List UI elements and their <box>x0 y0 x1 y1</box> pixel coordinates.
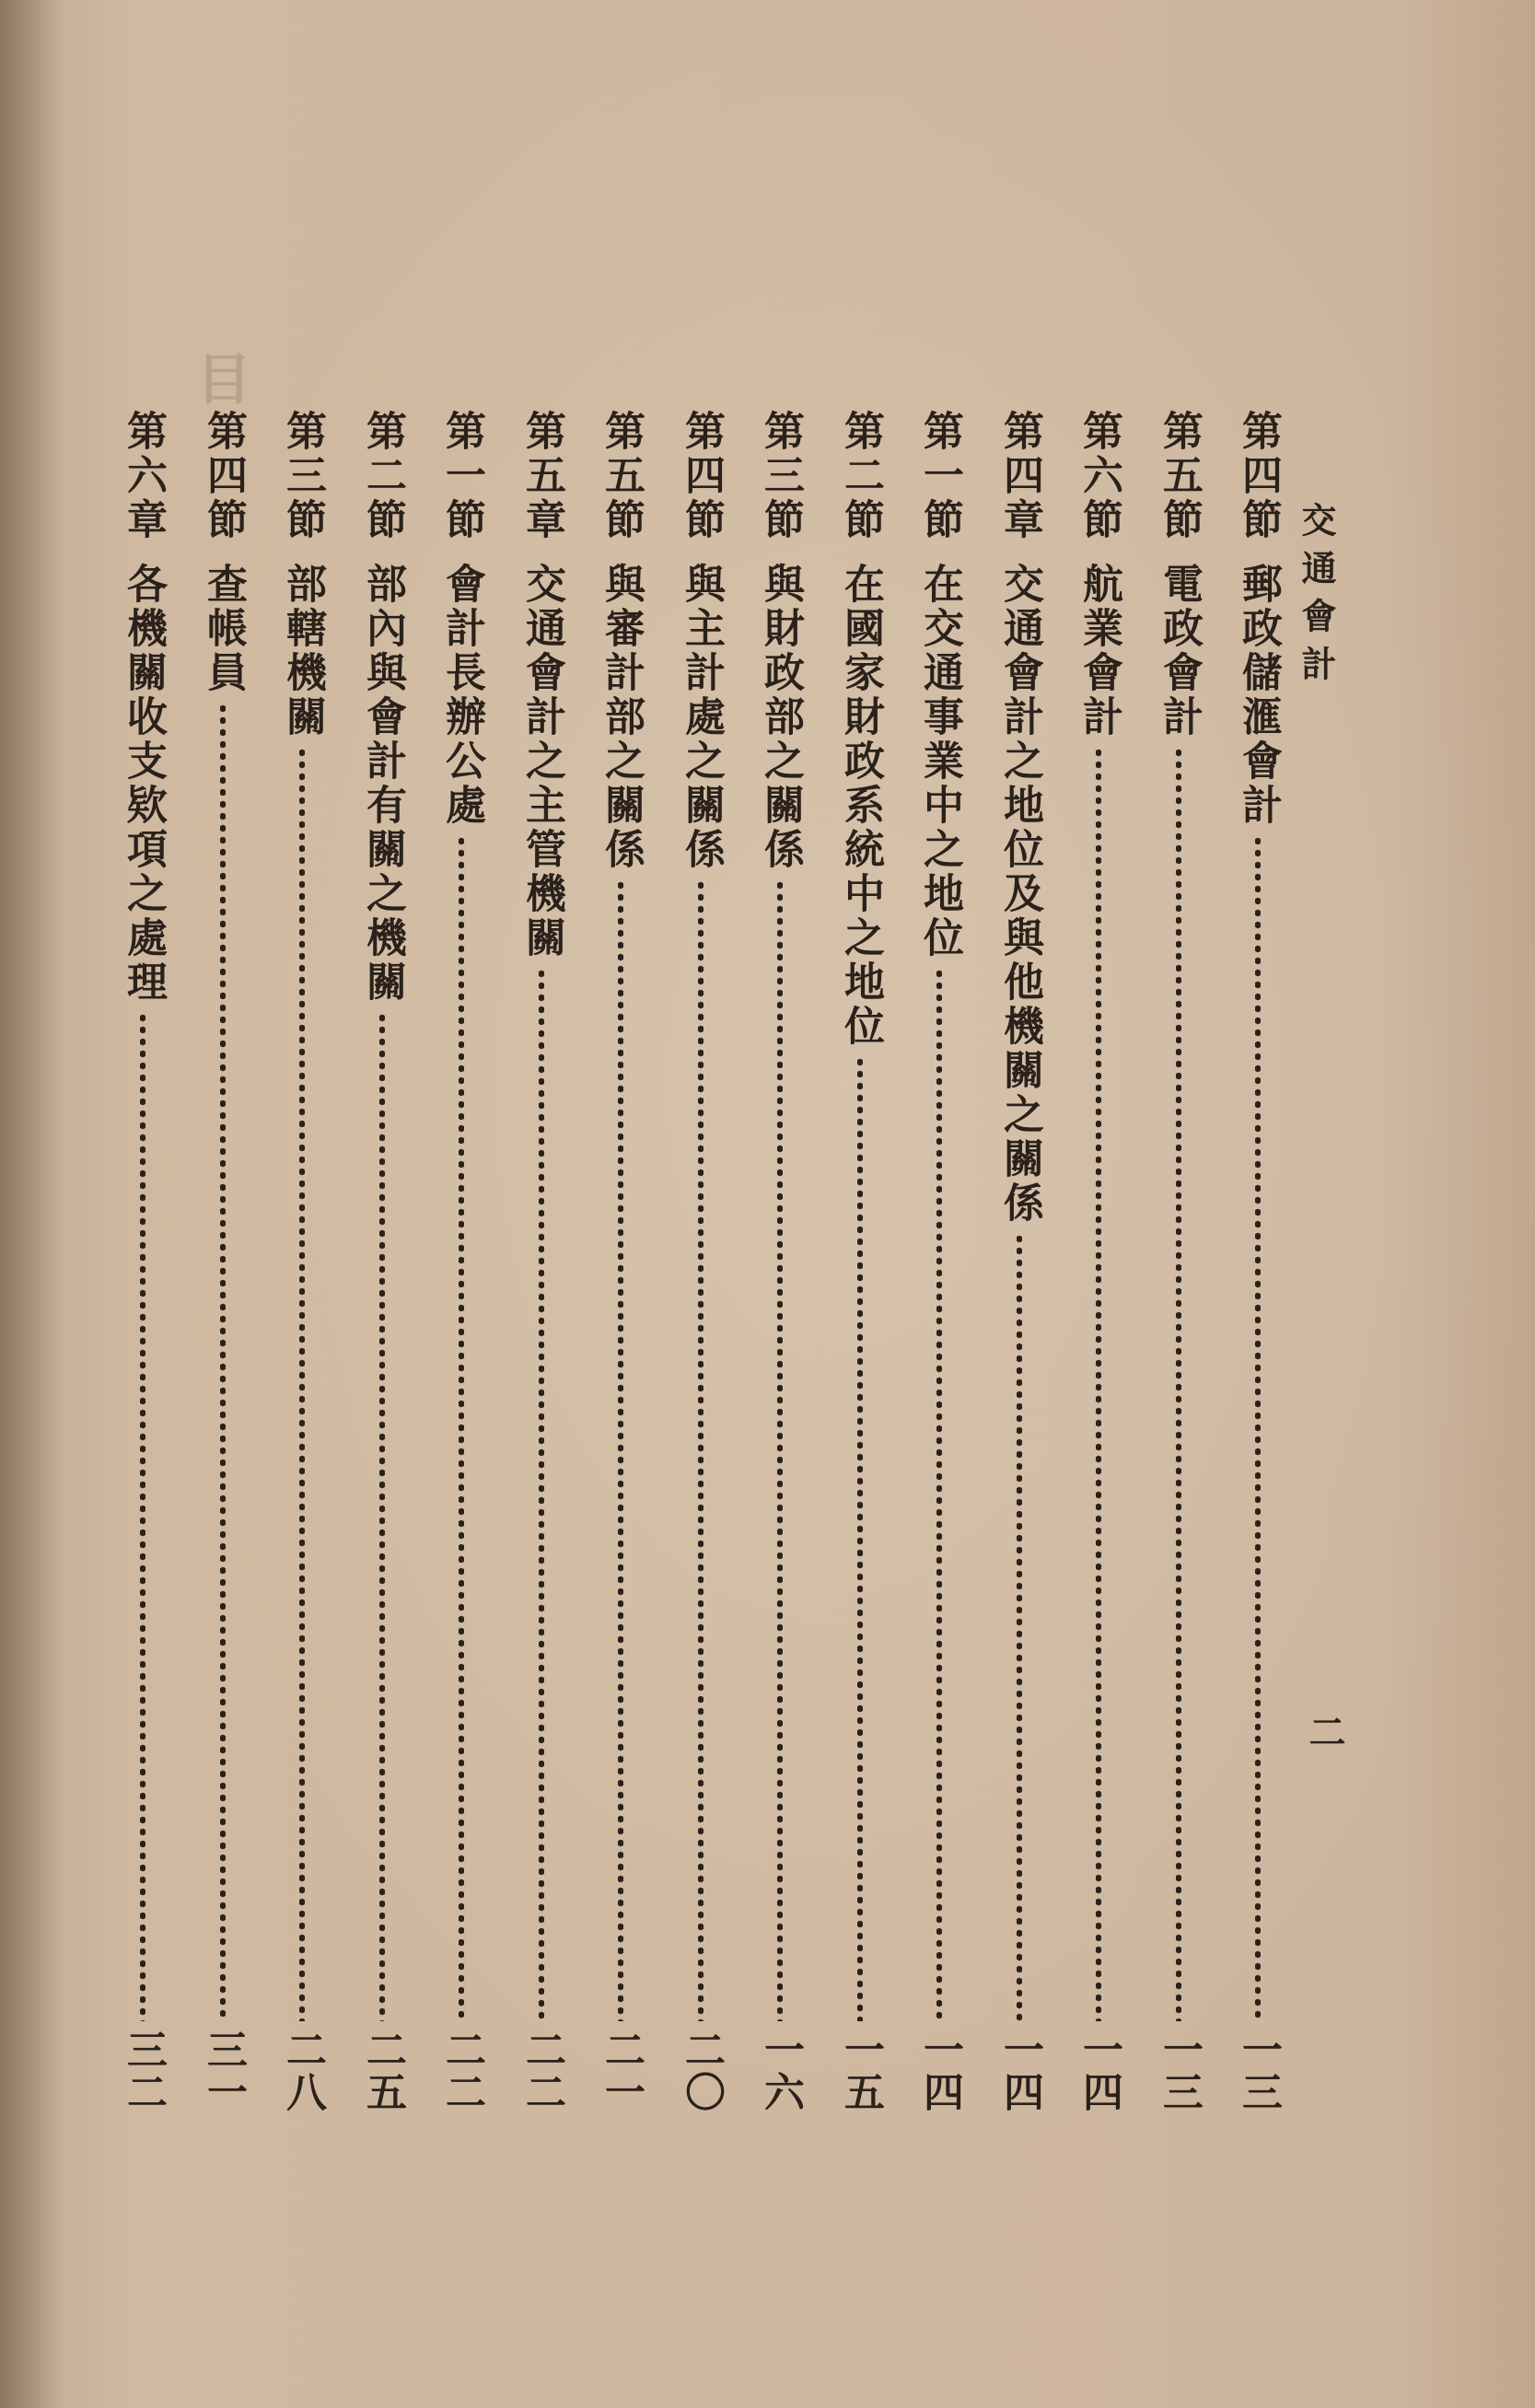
entry-title: 與主計處之關係 <box>678 563 725 872</box>
toc-entry <box>194 410 251 2113</box>
toc-entry <box>991 410 1048 2113</box>
toc-entry <box>1070 410 1127 2113</box>
entry-title: 電政會計 <box>1156 563 1203 739</box>
dot-leader <box>857 1056 863 2021</box>
entry-label: 第六節 <box>1076 410 1122 542</box>
entry-title: 交通會計之地位及與他機關之關係 <box>996 563 1043 1226</box>
dot-leader <box>140 1012 145 2021</box>
entry-page-number: 一三 <box>1156 2029 1203 2113</box>
dot-leader <box>1096 747 1101 2021</box>
dot-leader <box>1017 1233 1022 2021</box>
entry-label: 第六章 <box>120 410 167 542</box>
dot-leader <box>698 879 704 2021</box>
entry-label: 第四節 <box>678 410 725 542</box>
dot-leader <box>936 968 942 2021</box>
dot-leader <box>1255 835 1261 2021</box>
dot-leader <box>220 703 226 2021</box>
toc-entry <box>911 410 968 2113</box>
entry-title: 查帳員 <box>200 563 247 695</box>
entry-page-number: 二五 <box>359 2029 406 2113</box>
entry-label: 第四節 <box>1235 410 1282 542</box>
entry-title: 各機關收支欵項之處理 <box>120 563 167 1005</box>
entry-label: 第一節 <box>438 410 485 542</box>
entry-page-number: 二八 <box>279 2029 326 2113</box>
entry-page-number: 一四 <box>1076 2029 1122 2113</box>
entry-page-number: 二一 <box>598 2029 645 2113</box>
entry-label: 第二節 <box>359 410 406 542</box>
page-number: 二 <box>1303 1713 1346 1750</box>
dot-leader <box>459 835 464 2021</box>
dot-leader <box>618 879 623 2021</box>
entry-label: 第四節 <box>200 410 247 542</box>
entry-label: 第一節 <box>916 410 963 542</box>
toc-entry <box>1150 410 1207 2113</box>
toc-entry <box>513 410 570 2113</box>
toc-entry <box>114 410 171 2113</box>
entry-title: 交通會計之主管機關 <box>518 563 565 960</box>
toc-entry <box>433 410 490 2113</box>
dot-leader <box>539 968 544 2021</box>
toc-entry <box>672 410 729 2113</box>
entry-page-number: 二二 <box>438 2029 485 2113</box>
entry-title: 會計長辦公處 <box>438 563 485 828</box>
entry-label: 第三節 <box>279 410 326 542</box>
entry-title: 與財政部之關係 <box>757 563 804 872</box>
entry-title: 部轄機關 <box>279 563 326 739</box>
toc-entry <box>831 410 889 2113</box>
entry-page-number: 三一 <box>200 2029 247 2113</box>
entry-title: 郵政儲滙會計 <box>1235 563 1282 828</box>
toc-entry <box>1229 410 1286 2113</box>
toc-entry <box>354 410 411 2113</box>
dot-leader <box>1176 747 1181 2021</box>
entry-label: 第五節 <box>1156 410 1203 542</box>
toc-entry <box>751 410 808 2113</box>
entry-label: 第五節 <box>598 410 645 542</box>
entry-page-number: 二〇 <box>678 2029 725 2113</box>
binding-shadow <box>0 0 64 2408</box>
entry-title: 在交通事業中之地位 <box>916 563 963 960</box>
show-through-mark: 目 <box>187 350 251 405</box>
entry-label: 第四章 <box>996 410 1043 542</box>
entry-label: 第三節 <box>757 410 804 542</box>
entry-label: 第二節 <box>837 410 884 542</box>
entry-page-number: 一三 <box>1235 2029 1282 2113</box>
entry-page-number: 一六 <box>757 2029 804 2113</box>
entry-label: 第五章 <box>518 410 565 542</box>
entry-page-number: 二二 <box>518 2029 565 2113</box>
dot-leader <box>299 747 305 2021</box>
entry-page-number: 一四 <box>996 2029 1043 2113</box>
toc-entry <box>273 410 331 2113</box>
entry-page-number: 三二 <box>120 2029 167 2113</box>
entry-page-number: 一四 <box>916 2029 963 2113</box>
entry-title: 與審計部之關係 <box>598 563 645 872</box>
toc-entry <box>592 410 649 2113</box>
entry-title: 在國家財政系統中之地位 <box>837 563 884 1049</box>
dot-leader <box>379 1012 385 2021</box>
running-title: 交通會計 <box>1296 502 1337 693</box>
entry-page-number: 一五 <box>837 2029 884 2113</box>
dot-leader <box>777 879 783 2021</box>
entry-title: 航業會計 <box>1076 563 1122 739</box>
entry-title: 部內與會計有關之機關 <box>359 563 406 1005</box>
